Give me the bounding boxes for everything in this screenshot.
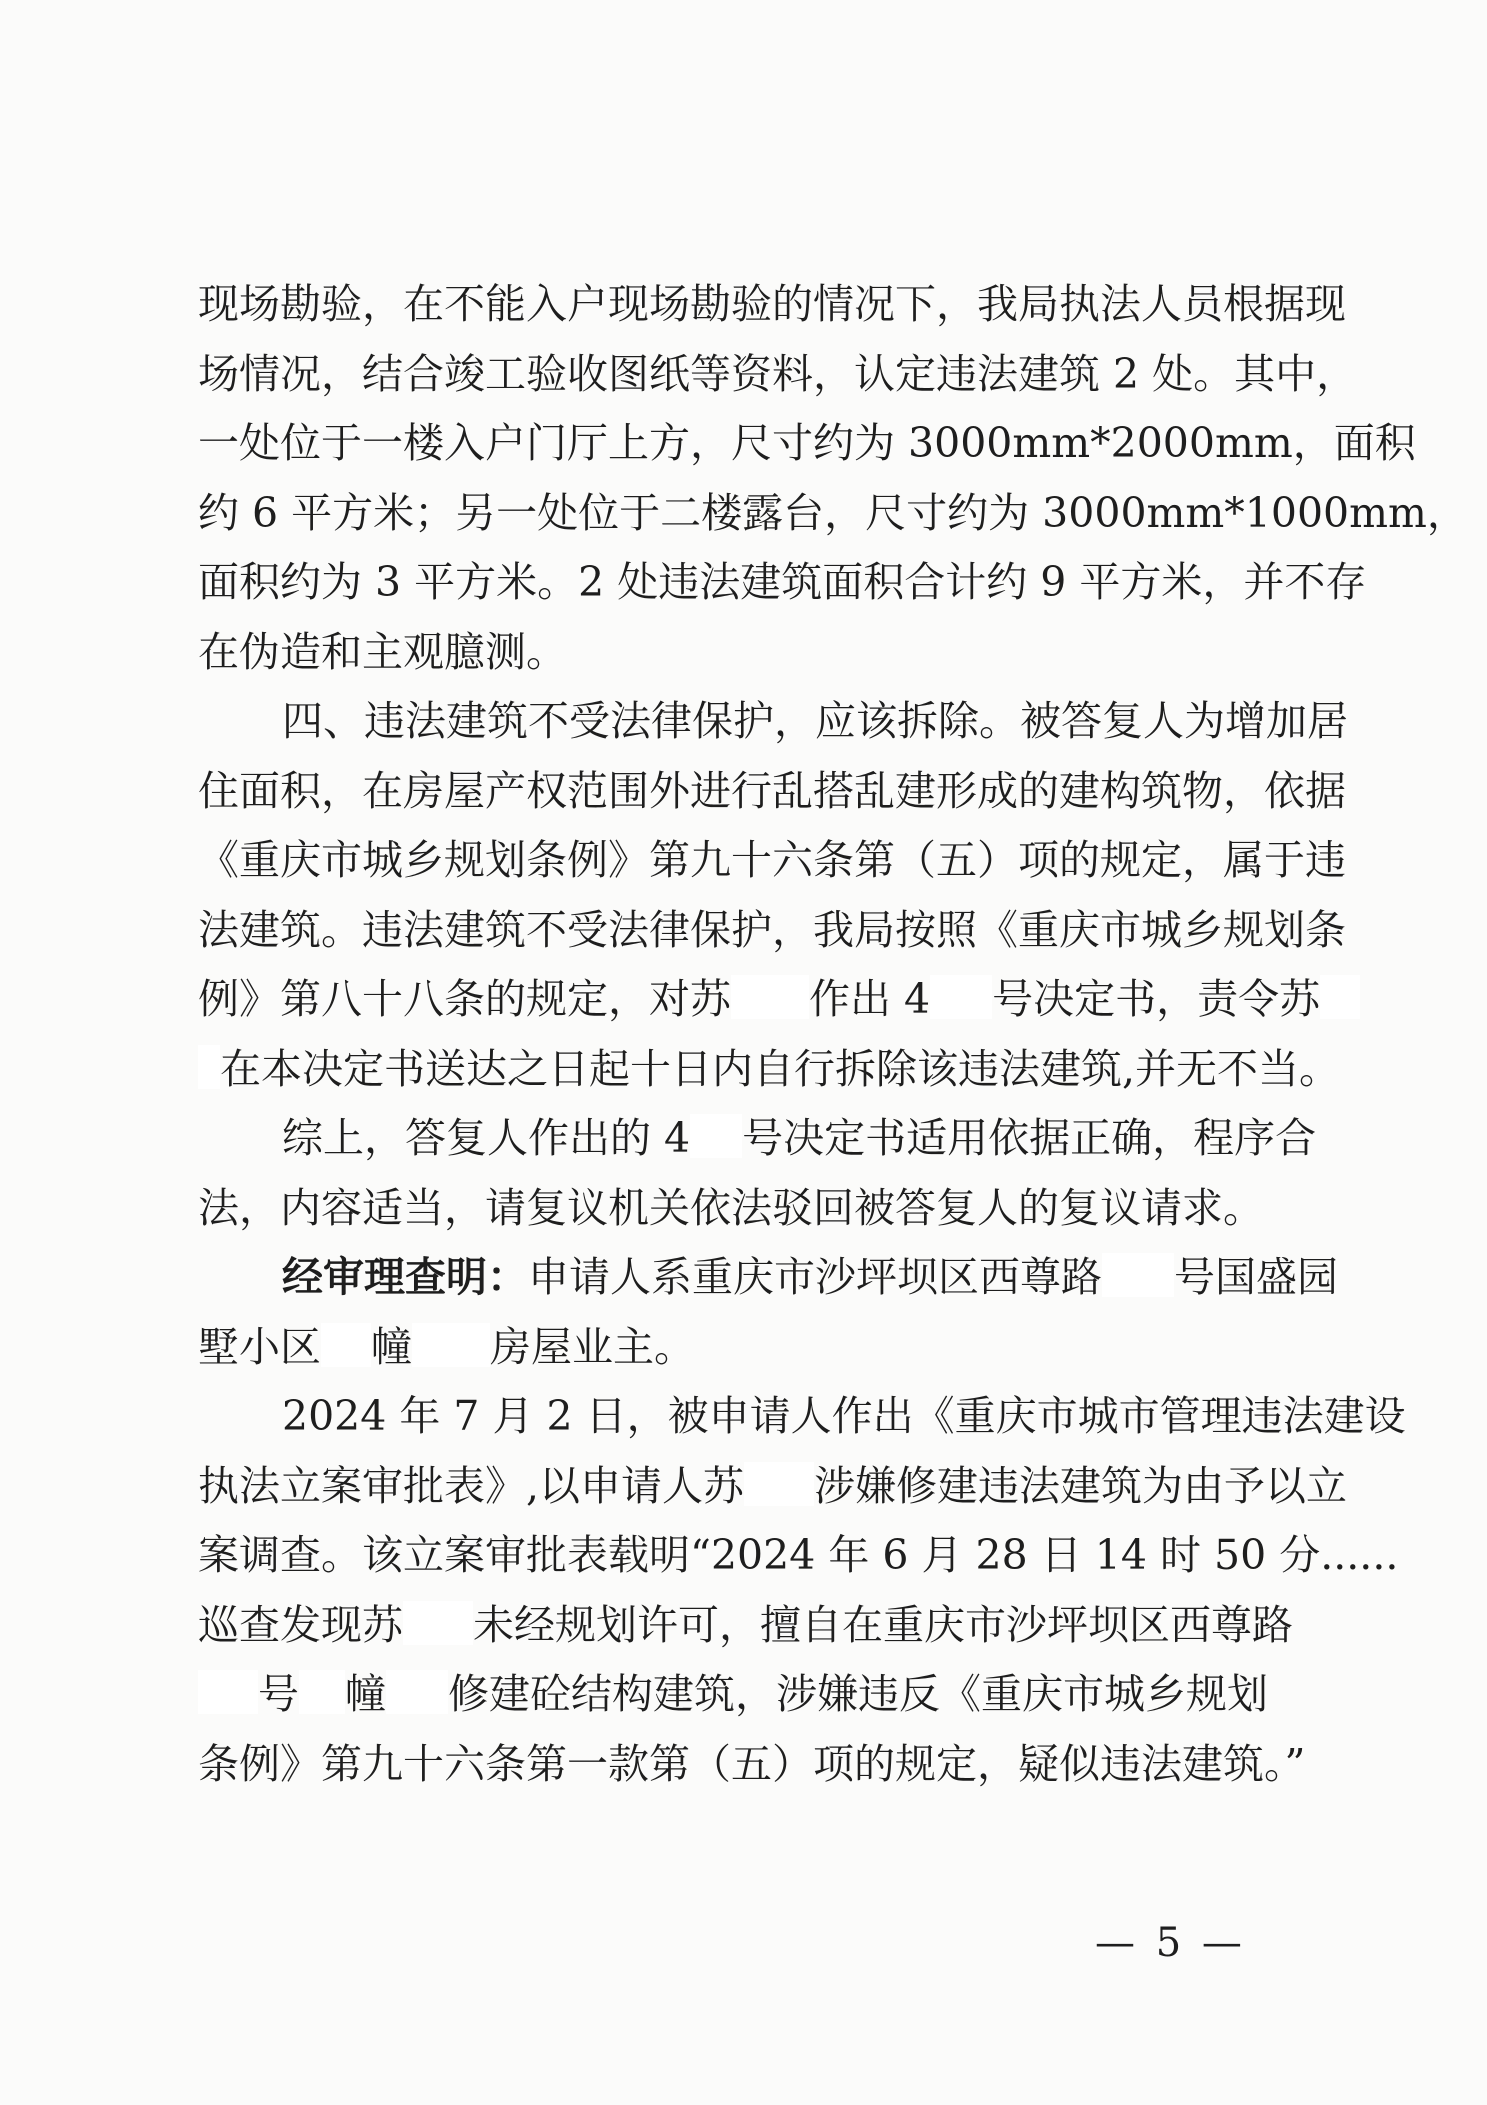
text-line: [198, 1313, 1318, 1383]
text-line: [198, 1243, 1338, 1313]
text-segment: 号决定书适用依据正确，程序合: [742, 1114, 1317, 1162]
text-segment: 执法立案审批表》,以申请人苏: [198, 1461, 745, 1510]
text-segment: 在本决定书送达之日起十日内自行拆除该违法建筑,并无不当。: [220, 1044, 1341, 1093]
redaction-block: [299, 1670, 345, 1714]
text-segment: 房屋业主。: [490, 1322, 695, 1371]
redaction-block: [403, 1601, 473, 1645]
text-segment: 综上，答复人作出的 4: [282, 1114, 691, 1162]
text-segment: 涉嫌修建违法建筑为由予以立: [814, 1461, 1348, 1510]
text-segment: 墅小区: [198, 1322, 321, 1371]
text-line: [198, 965, 1321, 1035]
text-line: 《重庆市城乡规划条例》第九十六条第（五）项的规定，属于违: [198, 836, 1346, 884]
text-line: [198, 1035, 1341, 1105]
text-line: 住面积，在房屋产权范围外进行乱搭乱建形成的建构筑物，依据: [198, 766, 1346, 815]
text-segment: 巡查发现苏: [198, 1600, 403, 1649]
text-line: [198, 1660, 1318, 1730]
text-line: [198, 1104, 1318, 1174]
text-line: 约 6 平方米；另一处位于二楼露台，尺寸约为 3000mm*1000mm，: [198, 488, 1468, 537]
text-line: 现场勘验，在不能入户现场勘验的情况下，我局执法人员根据现: [198, 280, 1346, 328]
redaction-block: [321, 1323, 371, 1367]
text-line: 法，内容适当，请复议机关依法驳回被答复人的复议请求。: [198, 1183, 1264, 1232]
redaction-block: [198, 1045, 220, 1089]
text-segment: 号决定书，责令苏: [992, 975, 1321, 1023]
text-segment: 申请人系重庆市沙坪坝区西尊路: [528, 1253, 1102, 1301]
text-line: 案调查。该立案审批表载明“2024 年 6 月 28 日 14 时 50 分......: [198, 1531, 1399, 1579]
redaction-block: [386, 1670, 448, 1714]
text-line: 条例》第九十六条第一款第（五）项的规定，疑似违法建筑。”: [198, 1739, 1306, 1788]
body-text: [198, 270, 1468, 1799]
text-line: 2024 年 7 月 2 日，被申请人作出《重庆市城市管理违法建设: [282, 1392, 1406, 1440]
text-segment: 号: [258, 1670, 299, 1718]
text-line: 一处位于一楼入户门厅上方，尺寸约为 3000mm*2000mm，面积: [198, 419, 1416, 467]
text-segment: 修建砼结构建筑，涉嫌违反《重庆市城乡规划: [448, 1670, 1268, 1718]
text-segment: 例》第八十八条的规定，对苏: [198, 975, 731, 1023]
redaction-block: [412, 1323, 490, 1367]
redaction-block: [1102, 1253, 1174, 1297]
redaction-block: [930, 975, 992, 1019]
text-segment: 未经规划许可，擅自在重庆市沙坪坝区西尊路: [473, 1600, 1293, 1649]
redaction-block: [731, 975, 809, 1019]
text-line: 在伪造和主观臆测。: [198, 627, 567, 676]
text-segment: 幢: [371, 1322, 412, 1371]
text-line: [198, 1452, 1348, 1522]
redaction-block: [198, 1670, 258, 1714]
text-line: [198, 1591, 1318, 1661]
redaction-block: [1320, 975, 1360, 1019]
text-segment: 作出 4: [809, 975, 931, 1023]
findings-heading: 经审理查明：: [282, 1253, 528, 1301]
text-line: 四、违法建筑不受法律保护，应该拆除。被答复人为增加居: [282, 697, 1348, 745]
text-segment: 号国盛园: [1174, 1253, 1338, 1301]
text-line: 面积约为 3 平方米。2 处违法建筑面积合计约 9 平方米，并不存: [198, 558, 1367, 606]
text-line: 场情况，结合竣工验收图纸等资料，认定违法建筑 2 处。其中，: [198, 349, 1358, 398]
page-number: — 5 —: [1095, 1920, 1246, 1966]
text-segment: 幢: [345, 1670, 386, 1718]
redaction-block: [690, 1114, 742, 1158]
text-line: 法建筑。违法建筑不受法律保护，我局按照《重庆市城乡规划条: [198, 905, 1346, 954]
redaction-block: [744, 1462, 814, 1506]
